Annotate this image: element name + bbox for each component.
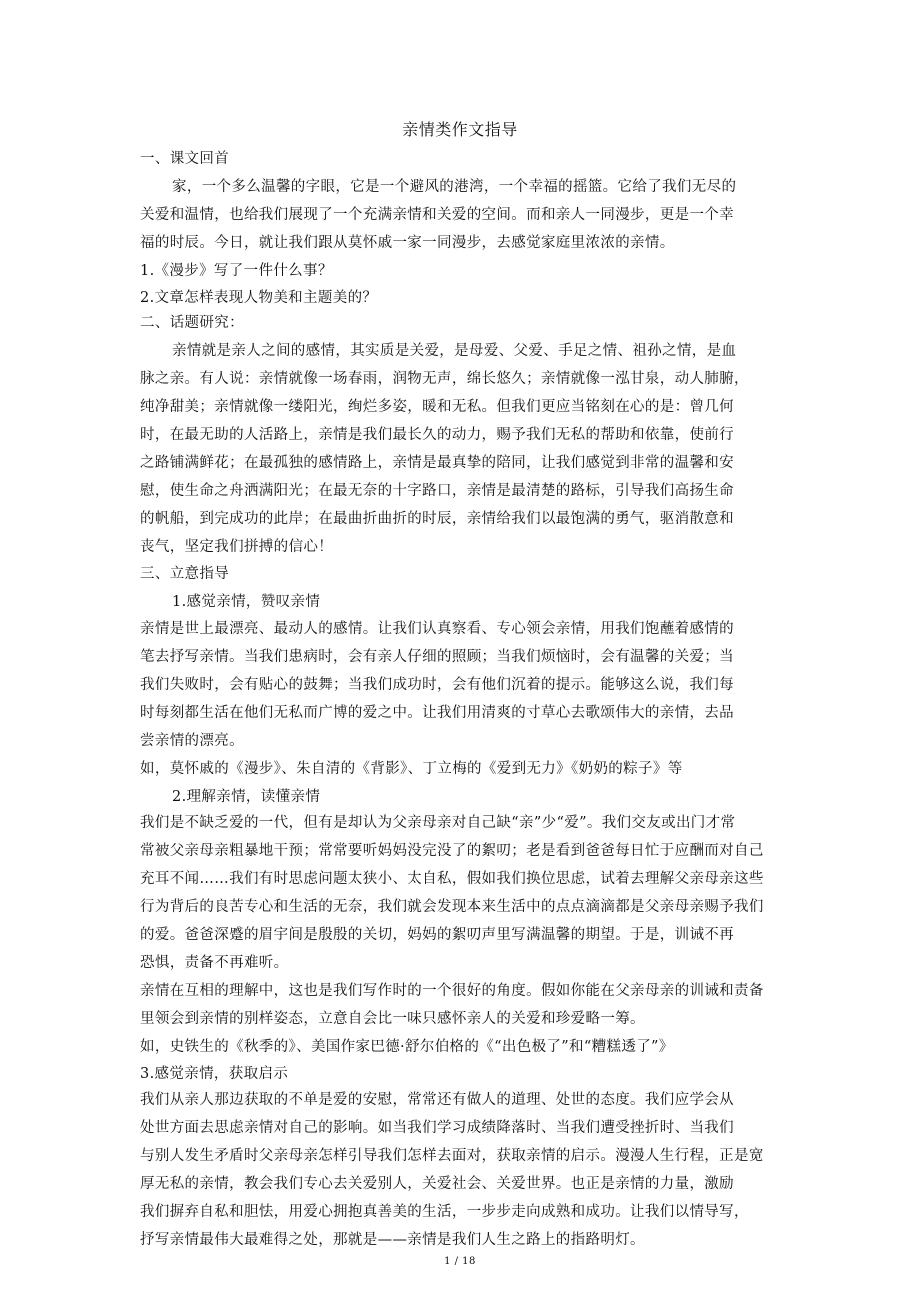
paragraph-line: 家，一个多么温馨的字眼，它是一个避风的港湾，一个幸福的摇篮。它给了我们无尽的: [172, 179, 737, 195]
paragraph-line: 的帆船，到完成功的此岸；在最曲折曲折的时辰，亲情给我们以最饱满的勇气，驱消散意和: [140, 511, 734, 527]
subheading-2: 2.理解亲情，读懂亲情: [172, 789, 321, 805]
subheading-3: 3.感觉亲情，获取启示: [140, 1066, 289, 1082]
section-heading-theme: 三、立意指导: [140, 566, 230, 582]
paragraph-line: 慰，使生命之舟洒满阳光；在最无奈的十字路口，亲情是最清楚的路标，引导我们高扬生命: [140, 483, 734, 499]
paragraph-line: 纯净甜美；亲情就像一缕阳光，绚烂多姿，暖和无私。但我们更应当铭刻在心的是：曾几何: [140, 399, 734, 415]
paragraph-line: 厚无私的亲情，教会我们专心去关爱别人，关爱社会、关爱世界。也正是亲情的力量，激励: [140, 1176, 734, 1192]
paragraph-line: 我们从亲人那边获取的不单是爱的安慰，常常还有做人的道理、处世的态度。我们应学会从: [140, 1092, 734, 1108]
question-2: 2.文章怎样表现人物美和主题美的？: [140, 290, 378, 306]
paragraph-line: 尝亲情的漂亮。: [140, 733, 244, 749]
paragraph-line: 时，在最无助的人活路上，亲情是我们最长久的动力，赐予我们无私的帮助和依靠，使前行: [140, 427, 734, 443]
paragraph-line: 亲情在互相的理解中，这也是我们写作时的一个很好的角度。假如你能在父亲母亲的训诫和责备: [140, 983, 764, 999]
document-title: 亲情类作文指导: [402, 120, 518, 139]
paragraph-line: 笔去抒写亲情。当我们患病时，会有亲人仔细的照顾；当我们烦恼时，会有温馨的关爱；当: [140, 649, 734, 665]
paragraph-line: 恐惧，责备不再难听。: [140, 955, 289, 971]
example-line: 如，史铁生的《秋季的》、美国作家巴德·舒尔伯格的《“出色极了”和“糟糕透了”》: [140, 1039, 674, 1055]
subheading-1: 1.感觉亲情，赞叹亲情: [172, 594, 321, 610]
example-line: 如，莫怀戚的《漫步》、朱自清的《背影》、丁立梅的《爱到无力》《奶奶的粽子》等: [140, 761, 683, 777]
paragraph-line: 充耳不闻……我们有时思虑问题太狭小、太自私，假如我们换位思虑，试着去理解父亲母亲这些: [140, 871, 764, 887]
paragraph-line: 福的时辰。今日，就让我们跟从莫怀戚一家一同漫步，去感觉家庭里浓浓的亲情。: [140, 235, 675, 251]
paragraph-line: 行为背后的良苦专心和生活的无奈，我们就会发现本来生活中的点点滴滴都是父亲母亲赐予我们: [140, 899, 764, 915]
paragraph-line: 亲情就是亲人之间的感情，其实质是关爱，是母爱、父爱、手足之情、祖孙之情，是血: [172, 343, 737, 359]
paragraph-line: 之路铺满鲜花；在最孤独的感情路上，亲情是最真挚的陪同，让我们感觉到非常的温馨和安: [140, 455, 734, 471]
page-number: 1 / 18: [444, 1256, 476, 1267]
paragraph-line: 亲情是世上最漂亮、最动人的感情。让我们认真察看、专心领会亲情，用我们饱蘸着感情的: [140, 621, 734, 637]
paragraph-line: 脉之亲。有人说：亲情就像一场春雨，润物无声，绵长悠久；亲情就像一泓甘泉，动人肺腑，: [140, 371, 749, 387]
paragraph-line: 里领会到亲情的别样姿态，立意自会比一味只感怀亲人的关爱和珍爱略一筹。: [140, 1011, 645, 1027]
paragraph-line: 我们摒弃自私和胆怯，用爱心拥抱真善美的生活，一步步走向成熟和成功。让我们以情导写，: [140, 1204, 749, 1220]
paragraph-line: 的爱。爸爸深蹙的眉宇间是殷殷的关切，妈妈的絮叨声里写满温馨的期望。于是，训诫不再: [140, 927, 734, 943]
paragraph-line: 与别人发生矛盾时父亲母亲怎样引导我们怎样去面对，获取亲情的启示。漫漫人生行程，正是宽: [140, 1148, 764, 1164]
paragraph-line: 抒写亲情最伟大最难得之处，那就是——亲情是我们人生之路上的指路明灯。: [140, 1232, 645, 1248]
paragraph-line: 我们失败时，会有贴心的鼓舞；当我们成功时，会有他们沉着的提示。能够这么说，我们每: [140, 677, 734, 693]
paragraph-line: 时每刻都生活在他们无私而广博的爱之中。让我们用清爽的寸草心去歌颂伟大的亲情，去品: [140, 705, 734, 721]
paragraph-line: 关爱和温情，也给我们展现了一个充满亲情和关爱的空间。而和亲人一同漫步，更是一个幸: [140, 207, 734, 223]
paragraph-line: 丧气，坚定我们拼搏的信心！: [140, 539, 334, 555]
section-heading-topic: 二、话题研究：: [140, 315, 244, 331]
section-heading-review: 一、课文回首: [140, 151, 230, 167]
paragraph-line: 我们是不缺乏爱的一代，但有是却认为父亲母亲对自己缺“亲”少“爱”。我们交友或出门才常: [140, 815, 736, 831]
question-1: 1.《漫步》写了一件什么事？: [140, 263, 333, 279]
paragraph-line: 常被父亲母亲粗暴地干预；常常要听妈妈没完没了的絮叨；老是看到爸爸每日忙于应酬而对自己: [140, 843, 764, 859]
paragraph-line: 处世方面去思虑亲情对自己的影响。如当我们学习成绩降落时、当我们遭受挫折时、当我们: [140, 1120, 734, 1136]
